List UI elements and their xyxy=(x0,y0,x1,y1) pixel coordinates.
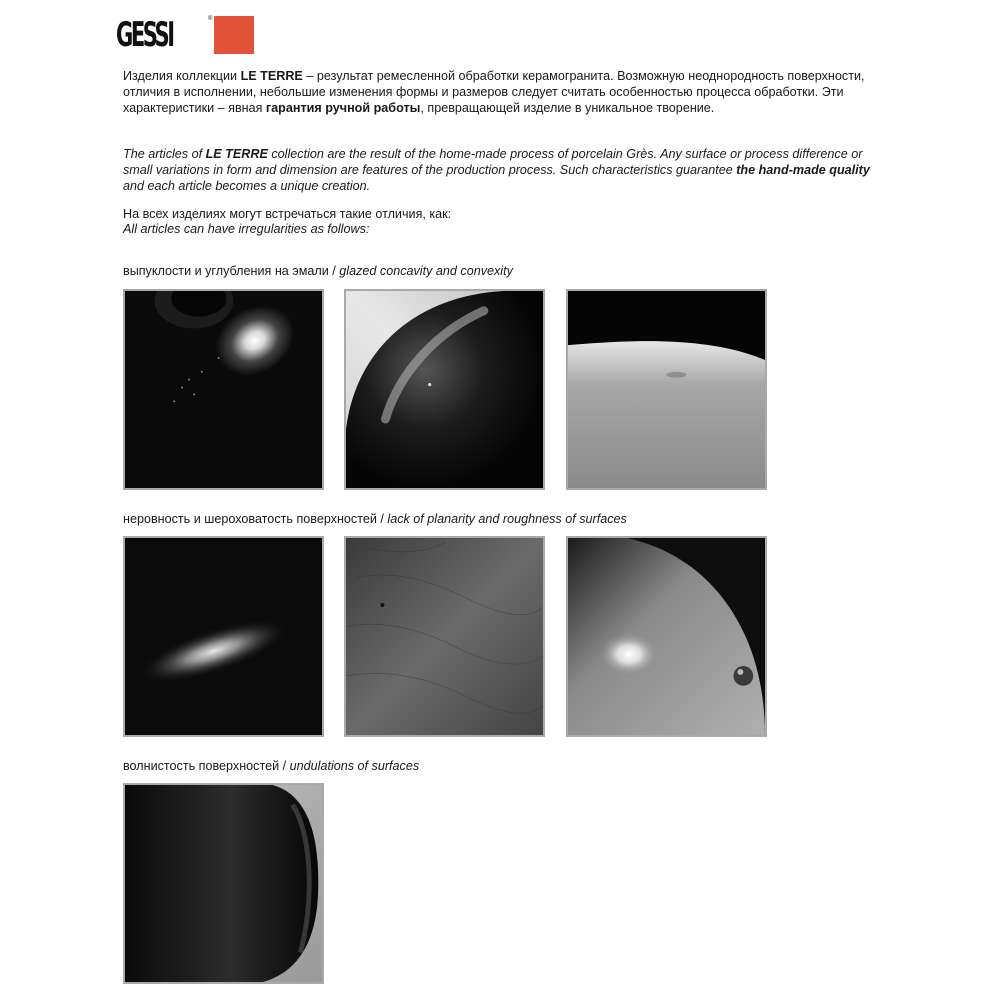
intro-en-text-1: The articles of xyxy=(123,147,206,161)
photo-roughness-3 xyxy=(566,536,767,737)
collection-name-ru: LE TERRE xyxy=(240,69,303,83)
photo-glazed-concavity-2 xyxy=(344,289,545,490)
intro-en-text-2: collection are the result of the home-made process of porcelain Grès. Any surface or process difference or small variations in form and dimension are features of the production process. Such characteristics guarantee xyxy=(123,147,863,177)
logo-accent-square xyxy=(208,16,254,54)
irregularities-note-en: All articles can have irregularities as follows: xyxy=(123,222,370,236)
caption-ru: неровность и шероховатость поверхностей / xyxy=(123,512,388,526)
intro-ru-text-1: Изделия коллекции xyxy=(123,69,241,83)
photo-glazed-concavity-1 xyxy=(123,289,324,490)
collection-name-en: LE TERRE xyxy=(205,147,268,161)
caption-ru: выпуклости и углубления на эмали / xyxy=(123,264,340,278)
photo-roughness-1 xyxy=(123,536,324,737)
handmade-quality-en: the hand-made quality xyxy=(736,163,870,177)
registered-mark: ® xyxy=(208,16,213,22)
logo-wordmark: GESSI xyxy=(116,15,173,55)
intro-en-text-3: and each article becomes a unique creation. xyxy=(123,179,371,193)
gessi-logo xyxy=(116,16,254,54)
irregularities-note-ru: На всех изделиях могут встречаться такие отличия, как: xyxy=(123,207,452,221)
caption-en: glazed concavity and convexity xyxy=(339,264,513,278)
handmade-guarantee-ru: гарантия ручной работы xyxy=(265,101,421,115)
photo-undulations xyxy=(123,783,324,984)
section-caption-planarity xyxy=(123,511,627,527)
photo-glazed-concavity-3 xyxy=(566,289,767,490)
intro-english xyxy=(123,146,883,194)
intro-ru-text-3: , превращающей изделие в уникальное творение. xyxy=(420,101,715,115)
caption-ru: волнистость поверхностей / xyxy=(123,759,290,773)
section-caption-concavity xyxy=(123,263,513,279)
intro-ru-text-2: – результат ремесленной обработки керамогранита. Возможную неоднородность поверхности, отличия в исполнении, небольшие изменения формы и размеров следует считать особенностью процесса обработки. Эти характеристики – явная xyxy=(123,69,865,115)
caption-en: lack of planarity and roughness of surfaces xyxy=(387,512,627,526)
caption-en: undulations of surfaces xyxy=(289,759,420,773)
section-caption-undulations xyxy=(123,758,419,774)
photo-roughness-2 xyxy=(344,536,545,737)
intro-russian xyxy=(123,68,883,116)
